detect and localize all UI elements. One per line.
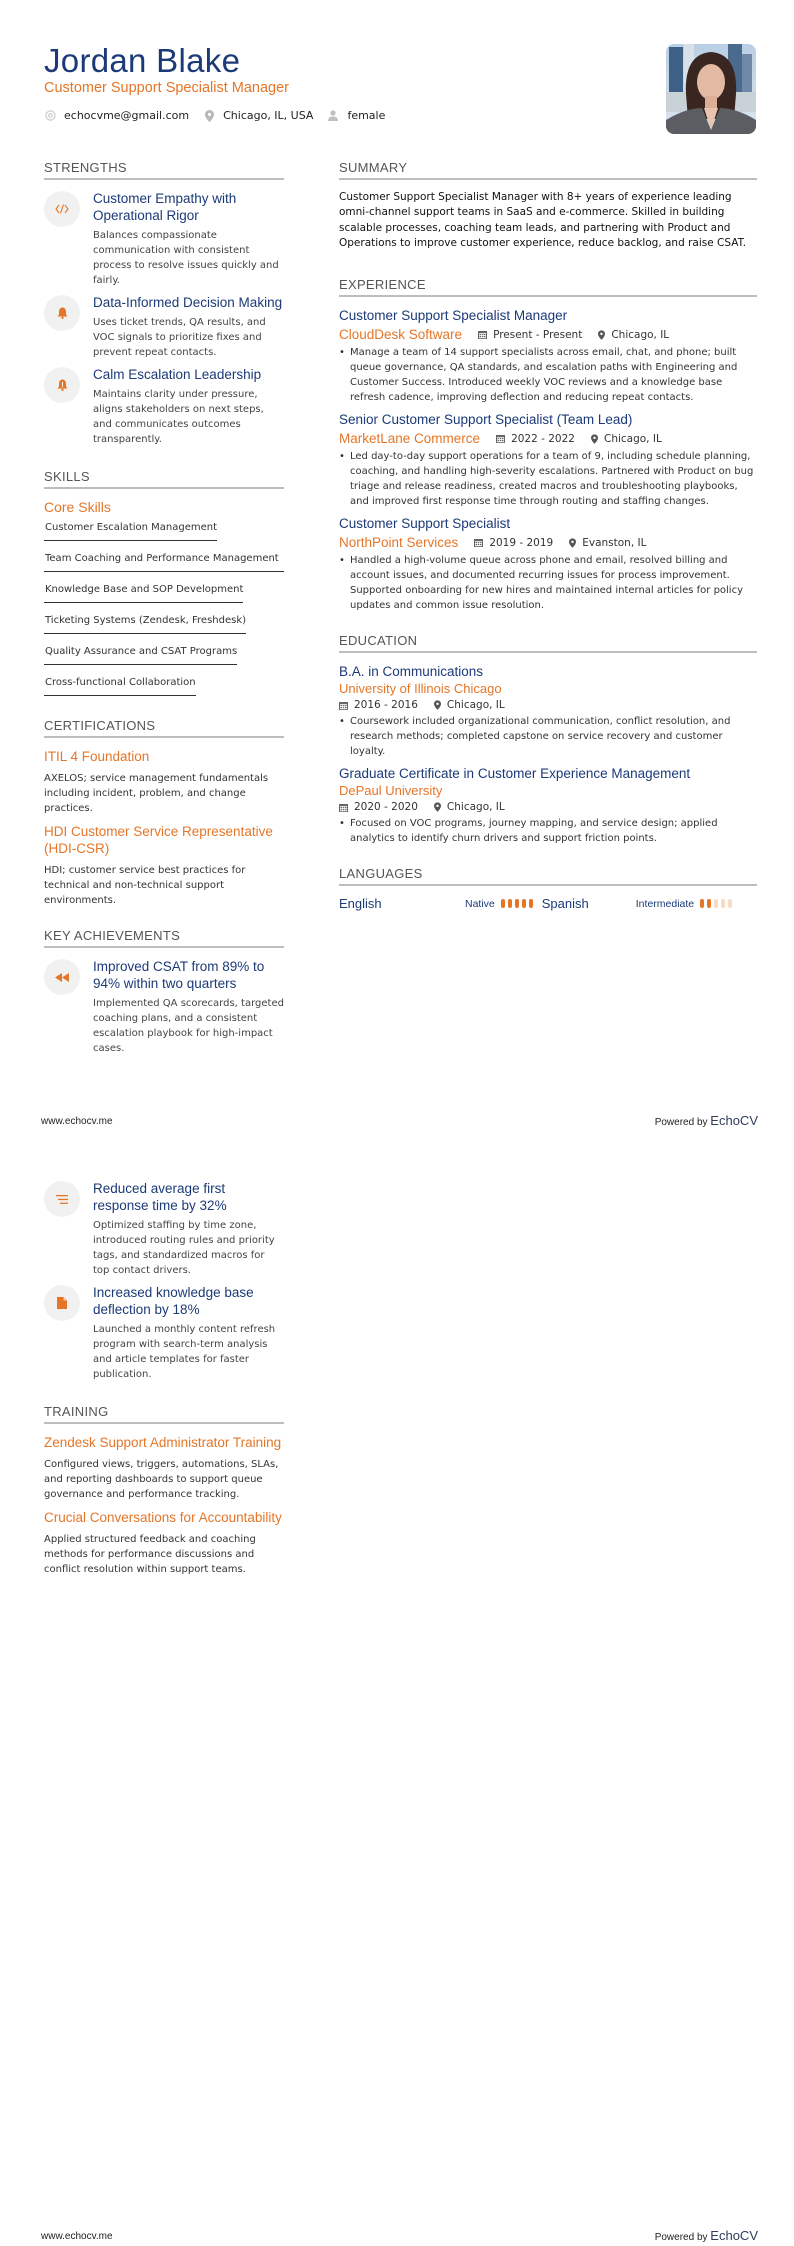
job-title: Customer Support Specialist [339, 516, 511, 532]
experience-heading: EXPERIENCE [339, 277, 757, 297]
training-title: Crucial Conversations for Accountability [44, 1510, 282, 1525]
strengths-section [44, 160, 284, 447]
achievement-desc: Optimized staffing by time zone, introduced routing rules and priority tags, and standardized macros for top contact drivers. [93, 1220, 275, 1276]
brand-name: EchoCV [710, 2228, 758, 2243]
degree-title: Graduate Certificate in Customer Experience Management [339, 766, 691, 782]
list-lines-icon [44, 1181, 80, 1217]
achievement-desc: Implemented QA scorecards, targeted coaching plans, and a consistent escalation playbook for high-impact cases. [93, 998, 284, 1054]
achievement-title: Improved CSAT from 89% to 94% within two quarters [93, 959, 265, 991]
summary-text: Customer Support Specialist Manager with 8+ years of experience leading omni-channel support teams in SaaS and e-commerce. Skilled in building scalable processes, coaching team leads, and partnering with Product and Operations to improve customer experience, reduce backlog, and raise CSAT. [339, 191, 747, 249]
language-level: Intermediate [635, 897, 695, 910]
skill-item: Quality Assurance and CSAT Programs [44, 644, 237, 665]
calendar-icon [478, 330, 487, 339]
cert-title: ITIL 4 Foundation [44, 749, 150, 764]
job-location: Evanston, IL [582, 536, 647, 549]
language-level: Native [465, 897, 495, 910]
education-location: Chicago, IL [446, 699, 505, 712]
skill-item: Knowledge Base and SOP Development [44, 582, 243, 603]
profile-photo [666, 44, 756, 134]
contact-email-text: echocvme@gmail.com [64, 109, 190, 122]
strengths-heading: STRENGTHS [44, 160, 284, 180]
education-heading: EDUCATION [339, 633, 757, 653]
languages-row [339, 896, 757, 911]
strength-title: Calm Escalation Leadership [93, 367, 262, 382]
bell-alert-icon [44, 367, 80, 403]
language-rating [501, 899, 536, 908]
calendar-icon [339, 803, 348, 812]
experience-item: Customer Support Specialist NorthPoint Services 2019 - 2019 Evanston, IL • Handled a high-volume queue across phone and email, resolved billing and account issues, and documented recurring issues for process improvement. Supported onboarding for new hires and maintained internal articles for policy updates and common issue resolution. [339, 515, 757, 613]
company-name: NorthPoint Services [339, 535, 459, 551]
bell-icon [44, 295, 80, 331]
training-desc: Applied structured feedback and coaching methods for performance discussions and conflict resolution within support teams. [44, 1534, 256, 1575]
brand-name: EchoCV [710, 1113, 758, 1128]
skills-heading: SKILLS [44, 469, 284, 489]
language-rating [700, 899, 735, 908]
cert-desc: AXELOS; service management fundamentals including incident, problem, and change practices. [44, 773, 269, 814]
education-dates: 2020 - 2020 [354, 801, 418, 814]
education-section [339, 633, 757, 846]
candidate-title: Customer Support Specialist Manager [44, 80, 290, 96]
company-name: MarketLane Commerce [339, 431, 481, 447]
certifications-heading: CERTIFICATIONS [44, 718, 284, 738]
strength-title: Customer Empathy with Operational Rigor [93, 191, 237, 223]
certifications-section [44, 718, 284, 908]
candidate-name: Jordan Blake [44, 42, 241, 79]
achievements-section [44, 928, 284, 1056]
degree-title: B.A. in Communications [339, 664, 484, 680]
skill-item: Ticketing Systems (Zendesk, Freshdesk) [44, 613, 246, 634]
job-dates: 2019 - 2019 [489, 536, 554, 549]
company-name: CloudDesk Software [339, 327, 463, 343]
skill-item: Team Coaching and Performance Management [44, 551, 284, 572]
education-bullet: Focused on VOC programs, journey mapping, and service design; applied analytics to identify churn drivers and support friction points. [350, 818, 718, 845]
skill-item: Cross-functional Collaboration [44, 675, 196, 696]
language-name: Spanish [541, 896, 589, 912]
training-title: Zendesk Support Administrator Training [44, 1435, 282, 1450]
left-column [44, 160, 284, 1062]
education-item: Graduate Certificate in Customer Experience Management DePaul University 2020 - 2020 Chicago, IL • Focused on VOC programs, journey mapping, and service design; applied analytics to identify churn drivers and support friction points. [339, 765, 757, 846]
footer-powered-by: Powered by EchoCV [654, 2228, 758, 2243]
job-bullet: Led day-to-day support operations for a team of 9, including schedule planning, coaching, and handling high-severity escalations. Partnered with Product on bug triage and release readiness, created macros and troubleshooting playbooks, and improved first response time through routing and staffing changes. [350, 451, 754, 508]
achievement-title: Increased knowledge base deflection by 18% [93, 1285, 254, 1317]
school-name: University of Illinois Chicago [339, 681, 502, 697]
job-dates: 2022 - 2022 [511, 432, 575, 445]
code-icon [44, 191, 80, 227]
language-name: English [339, 896, 382, 912]
job-bullet: Manage a team of 14 support specialists across email, chat, and phone; built queue governance, QA standards, and escalation paths with Engineering and Customer Success. Introduced weekly VOC reviews and a knowledge base refresh cadence, improving deflection and reducing repeat contacts. [350, 347, 738, 404]
map-pin-icon [434, 802, 441, 812]
contact-email[interactable] [44, 109, 189, 122]
cert-desc: HDI; customer service best practices for technical and non-technical support environments. [44, 865, 246, 906]
map-pin-icon [591, 434, 598, 444]
strength-desc: Uses ticket trends, QA results, and VOC signals to prioritize fixes and prevent repeat contacts. [93, 317, 266, 358]
contact-gender [327, 109, 385, 122]
achievement-item [44, 1284, 284, 1382]
resume-page-2 [0, 1123, 794, 2246]
calendar-icon [474, 538, 483, 547]
map-pin-icon [569, 538, 576, 548]
job-location: Chicago, IL [611, 328, 670, 341]
job-dates: Present - Present [493, 328, 583, 341]
strength-item [44, 190, 284, 288]
training-desc: Configured views, triggers, automations, SLAs, and reporting dashboards to support queue governance and performance tracking. [44, 1459, 279, 1500]
right-column [339, 160, 757, 911]
experience-item: Customer Support Specialist Manager CloudDesk Software Present - Present Chicago, IL • Manage a team of 14 support specialists across email, chat, and phone; built queue governance, QA standards, and escalation paths with Engineering and Customer Success. Introduced weekly VOC reviews and a knowledge base refresh cadence, improving deflection and reducing repeat contacts. [339, 307, 757, 405]
strength-item [44, 366, 284, 447]
school-name: DePaul University [339, 783, 443, 799]
experience-section [339, 277, 757, 613]
contact-row [44, 109, 399, 122]
experience-item: Senior Customer Support Specialist (Team Lead) MarketLane Commerce 2022 - 2022 Chicago, IL • Led day-to-day support operations for a team of 9, including schedule planning, coaching, and handling high-severity escalations. Partnered with Product on bug triage and release readiness, created macros and troubleshooting playbooks, and improved first response time through routing and staffing changes. [339, 411, 757, 509]
map-pin-icon [203, 110, 215, 122]
skill-item: Customer Escalation Management [44, 520, 217, 541]
strength-desc: Maintains clarity under pressure, aligns stakeholders on next steps, and communicates outcomes transparently. [93, 389, 264, 445]
footer-powered-by: Powered by EchoCV [654, 1113, 758, 1128]
contact-location-text: Chicago, IL, USA [223, 109, 314, 122]
strength-item [44, 294, 284, 360]
achievement-item [44, 1180, 284, 1278]
skills-group-title: Core Skills [44, 499, 111, 515]
achievement-item [44, 958, 284, 1056]
footer-website[interactable]: www.echocv.me [41, 2231, 113, 2242]
achievement-title: Reduced average first response time by 32% [93, 1181, 227, 1213]
calendar-icon [339, 701, 348, 710]
at-icon [44, 110, 56, 122]
languages-heading: LANGUAGES [339, 866, 757, 886]
job-title: Customer Support Specialist Manager [339, 308, 568, 324]
calendar-icon [496, 434, 505, 443]
job-title: Senior Customer Support Specialist (Team Lead) [339, 412, 633, 428]
training-heading: TRAINING [44, 1404, 284, 1424]
education-location: Chicago, IL [446, 801, 505, 814]
rewind-icon [44, 959, 80, 995]
job-location: Chicago, IL [603, 432, 662, 445]
document-icon [44, 1285, 80, 1321]
summary-heading: SUMMARY [339, 160, 757, 180]
contact-location [203, 109, 313, 122]
map-pin-icon [434, 700, 441, 710]
training-section [44, 1404, 284, 1577]
skills-section [44, 469, 284, 696]
left-column-continued [44, 1180, 284, 1584]
achievement-desc: Launched a monthly content refresh program with search-term analysis and article templates for faster publication. [93, 1324, 276, 1380]
strength-title: Data-Informed Decision Making [93, 295, 283, 310]
map-pin-icon [598, 330, 605, 340]
user-icon [327, 110, 339, 122]
education-dates: 2016 - 2016 [354, 699, 418, 712]
footer-website[interactable]: www.echocv.me [41, 1116, 113, 1127]
achievements-heading: KEY ACHIEVEMENTS [44, 928, 284, 948]
strength-desc: Balances compassionate communication with consistent process to resolve issues quickly and fairly. [93, 230, 279, 286]
education-item: B.A. in Communications University of Illinois Chicago 2016 - 2016 Chicago, IL • Coursework included organizational communication, conflict resolution, and research methods; completed capstone on service recovery and customer loyalty. [339, 663, 757, 759]
contact-gender-text: female [347, 109, 386, 122]
cert-title: HDI Customer Service Representative (HDI-CSR) [44, 824, 273, 856]
summary-section [339, 160, 757, 251]
languages-section [339, 866, 757, 911]
education-bullet: Coursework included organizational communication, conflict resolution, and research methods; completed capstone on service recovery and customer loyalty. [350, 716, 731, 758]
job-bullet: Handled a high-volume queue across phone and email, resolved billing and account issues, and documented recurring issues for process improvement. Supported onboarding for new hires and maintained internal articles for policy updates and common issue resolution. [350, 555, 744, 612]
